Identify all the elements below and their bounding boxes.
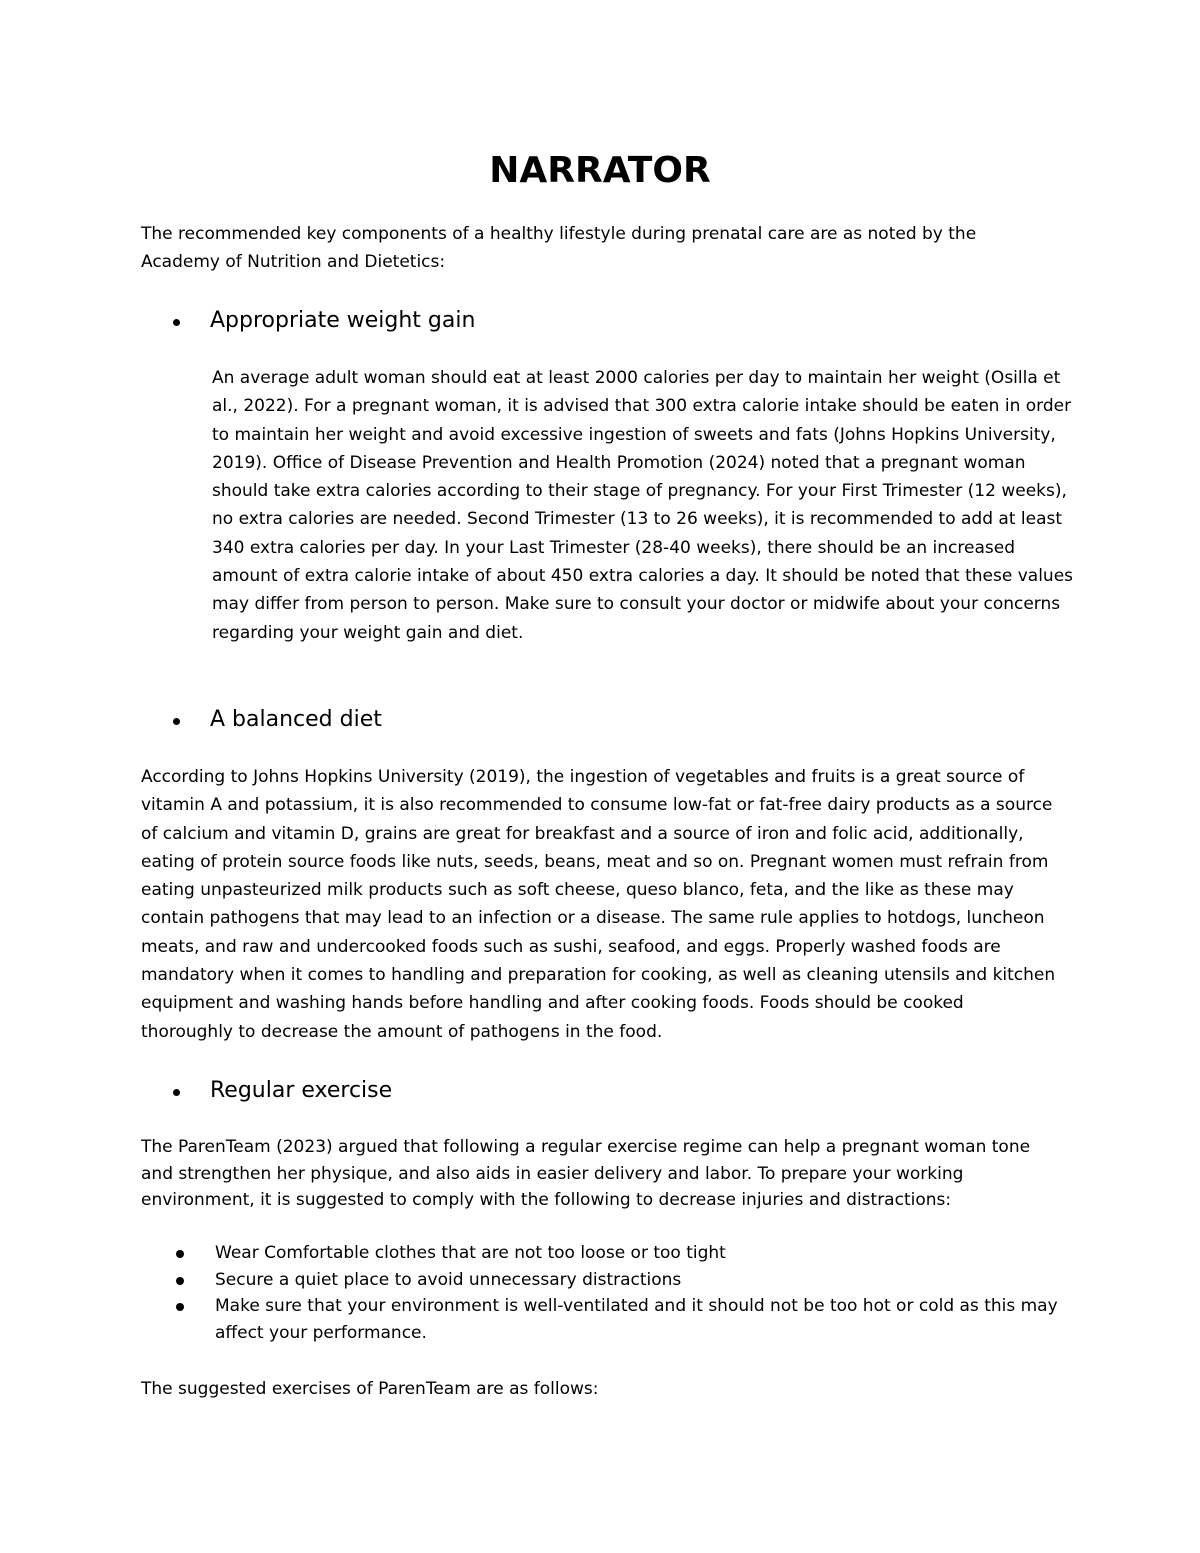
list-item-text: Make sure that your environment is well-ventilated and it should not be too hot or cold as this may affect your performance. — [215, 1296, 1058, 1344]
list-item-text: Wear Comfortable clothes that are not too loose or too tight — [215, 1243, 726, 1263]
bullet-icon — [173, 1089, 180, 1096]
bullet-icon — [176, 1250, 184, 1258]
bullet-icon — [176, 1277, 184, 1285]
list-item — [173, 1267, 1073, 1294]
bullet-icon — [176, 1303, 184, 1311]
section-heading-text: Appropriate weight gain — [210, 308, 476, 333]
section-body-balanced-diet: According to Johns Hopkins University (2019), the ingestion of vegetables and fruits is a great source of vitamin A and potassium, it is also recommended to consume low-fat or fat-free dairy products as a source of calcium and vitamin D, grains are great for breakfast and a source of iron and folic acid, additionally, eating of protein source foods like nuts, seeds, beans, meat and so on. Pregnant women must refrain from eating unpasteurized milk products such as soft cheese, queso blanco, feta, and the like as these may contain pathogens that may lead to an infection or a disease. The same rule applies to hotdogs, luncheon meats, and raw and undercooked foods such as sushi, seafood, and eggs. Properly washed foods are mandatory when it comes to handling and preparation for cooking, as well as cleaning utensils and kitchen equipment and washing hands before handling and after cooking foods. Foods should be cooked thoroughly to decrease the amount of pathogens in the food. — [141, 767, 1056, 1042]
bullet-icon — [173, 718, 180, 725]
section-body-regular-exercise: The ParenTeam (2023) argued that following a regular exercise regime can help a pregnant woman tone and strengthen her physique, and also aids in easier delivery and labor. To prepare your working environment, it is suggested to comply with the following to decrease injuries and distractions: — [141, 1137, 1031, 1210]
intro-paragraph: The recommended key components of a healthy lifestyle during prenatal care are as noted by the Academy of Nutrition and Dietetics: — [141, 224, 977, 273]
section-body-weight-gain: An average adult woman should eat at least 2000 calories per day to maintain her weight (Osilla et al., 2022). For a pregnant woman, it is advised that 300 extra calorie intake should be eaten in order to maintain her weight and avoid excessive ingestion of sweets and fats (Johns Hopkins University, 2019). Office of Disease Prevention and Health Promotion (2024) noted that a pregnant woman should take extra calories according to their stage of pregnancy. For your First Trimester (12 weeks), no extra calories are needed. Second Trimester (13 to 26 weeks), it is recommended to add at least 340 extra calories per day. In your Last Trimester (28-40 weeks), there should be an increased amount of extra calorie intake of about 450 extra calories a day. It should be noted that these values may differ from person to person. Make sure to consult your doctor or midwife about your concerns regarding your weight gain and diet. — [212, 368, 1074, 643]
section-heading-text: Regular exercise — [210, 1078, 393, 1103]
page-title: NARRATOR — [489, 150, 711, 191]
section-heading-text: A balanced diet — [210, 707, 382, 732]
environment-tips-list — [173, 1240, 1073, 1347]
list-item-text: Secure a quiet place to avoid unnecessary distractions — [215, 1269, 682, 1290]
list-item — [173, 1240, 1073, 1267]
section-heading-balanced-diet — [173, 705, 382, 735]
section-heading-weight-gain — [173, 306, 475, 336]
bullet-icon — [173, 319, 180, 326]
closing-paragraph: The suggested exercises of ParenTeam are as follows: — [141, 1379, 599, 1399]
section-heading-regular-exercise — [173, 1076, 392, 1106]
list-item — [173, 1293, 1073, 1346]
